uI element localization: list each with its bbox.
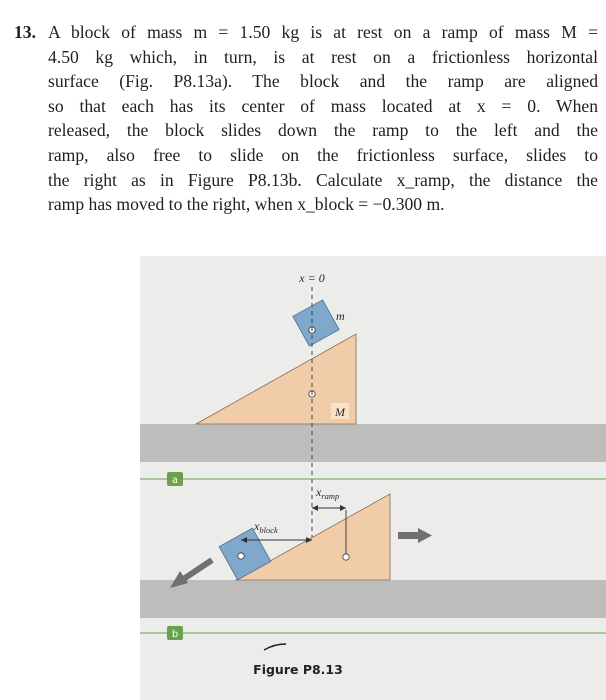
x-ramp-dimension	[312, 505, 346, 511]
ramp-com-b	[343, 554, 349, 560]
problem-line-7: the right as in Figure P8.13b. Calculate x_ramp, the distance the	[48, 169, 598, 190]
ground-b	[140, 580, 606, 618]
ground-a	[140, 424, 606, 462]
problem-line-8: ramp has moved to the right, when x_block = −0.300 m.	[48, 194, 445, 215]
problem-number: 13.	[14, 22, 36, 42]
panel-b-label: b	[171, 629, 179, 640]
panel-a-label: a	[171, 475, 179, 486]
block-a	[293, 300, 339, 346]
problem-line-6: ramp, also free to slide on the frictionless surface, slides to	[48, 144, 598, 165]
problem-line-4: so that each has its center of mass located at x = 0. When	[48, 95, 598, 116]
problem-line-2: 4.50 kg which, in turn, is at rest on a frictionless horizontal	[48, 46, 598, 67]
x-block-label: $x_{block}$	[254, 519, 278, 535]
ramp-motion-arrow	[398, 528, 432, 543]
block-com-b	[238, 553, 244, 559]
panel-a-tag	[140, 472, 606, 486]
x-zero-label: x = 0	[299, 271, 325, 285]
panel-b-tag	[140, 626, 606, 640]
block-mass-label: m	[336, 309, 345, 323]
problem-text-1: A block of mass m = 1.50 kg is at rest on a ramp of mass M =	[48, 22, 598, 42]
caption-mark	[264, 644, 286, 650]
x-ramp-label: $x_{ramp}$	[316, 485, 340, 501]
figure-caption: Figure P8.13	[253, 662, 343, 677]
problem-line-3: surface (Fig. P8.13a). The block and the ramp are aligned	[48, 71, 598, 92]
problem-line-5: released, the block slides down the ramp to the left and the	[48, 120, 598, 141]
ramp-mass-label: M	[335, 405, 345, 419]
